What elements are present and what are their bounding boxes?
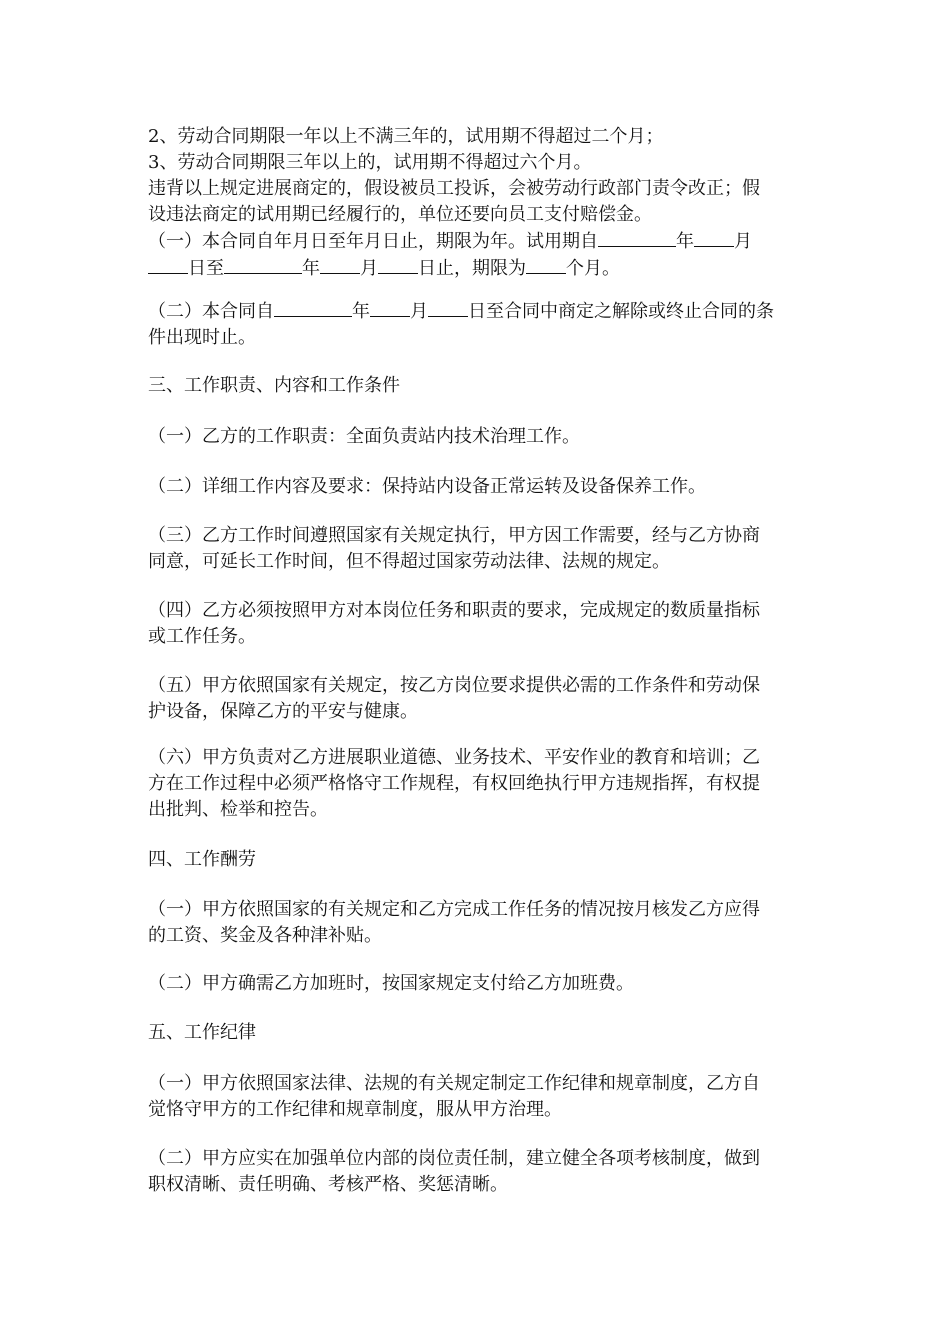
text-line: （二）详细工作内容及要求：保持站内设备正常运转及设备保养工作。 xyxy=(148,476,706,497)
text-fragment: 月 xyxy=(360,258,378,279)
clause-3-1 xyxy=(148,424,808,450)
clause-4-2 xyxy=(148,971,808,997)
text-fragment: （一）本合同自年月日至年月日止，期限为年。试用期自 xyxy=(148,231,598,252)
clause-5-1 xyxy=(148,1071,808,1123)
clause-3-4 xyxy=(148,598,808,650)
probation-rule-2 xyxy=(148,124,808,228)
text-line: 觉恪守甲方的工作纪律和规章制度，服从甲方治理。 xyxy=(148,1099,562,1120)
section-heading: 四、工作酬劳 xyxy=(148,849,256,870)
blank-line xyxy=(274,298,352,317)
clause-3-3 xyxy=(148,523,808,575)
text-line: 方在工作过程中必须严格恪守工作规程，有权回绝执行甲方违规指挥，有权提 xyxy=(148,773,760,794)
text-line: 违背以上规定进展商定的，假设被员工投诉，会被劳动行政部门责令改正；假 xyxy=(148,178,760,199)
blank-line xyxy=(370,298,410,317)
text-line: （二）甲方应实在加强单位内部的岗位责任制，建立健全各项考核制度，做到 xyxy=(148,1148,760,1169)
clause-4-1 xyxy=(148,897,808,949)
text-line: 设违法商定的试用期已经履行的，单位还要向员工支付赔偿金。 xyxy=(148,204,652,225)
section-heading: 三、工作职责、内容和工作条件 xyxy=(148,375,400,396)
blank-line xyxy=(428,298,468,317)
text-fragment: 日至 xyxy=(188,258,224,279)
text-line: 件出现时止。 xyxy=(148,327,256,348)
text-line: （一）甲方依照国家法律、法规的有关规定制定工作纪律和规章制度，乙方自 xyxy=(148,1073,760,1094)
text-line: （六）甲方负责对乙方进展职业道德、业务技术、平安作业的教育和培训；乙 xyxy=(148,747,760,768)
text-line: 2、劳动合同期限一年以上不满三年的，试用期不得超过二个月； xyxy=(148,126,664,147)
text-line xyxy=(148,255,808,282)
clause-3-6 xyxy=(148,745,808,823)
term-clause-2 xyxy=(148,298,808,351)
text-fragment: 年 xyxy=(676,231,694,252)
text-line: 的工资、奖金及各种津补贴。 xyxy=(148,925,382,946)
text-line: 或工作任务。 xyxy=(148,626,256,647)
section-4-heading xyxy=(148,847,808,873)
text-line: （二）甲方确需乙方加班时，按国家规定支付给乙方加班费。 xyxy=(148,973,634,994)
section-3-heading xyxy=(148,373,808,399)
text-fragment: 日止，期限为 xyxy=(418,258,526,279)
blank-line xyxy=(526,255,566,274)
section-5-heading xyxy=(148,1020,808,1046)
blank-line xyxy=(378,255,418,274)
text-line xyxy=(148,298,808,325)
clause-3-2 xyxy=(148,474,808,500)
text-fragment: 个月。 xyxy=(566,258,620,279)
text-line xyxy=(148,228,808,255)
blank-line xyxy=(694,228,734,247)
blank-line xyxy=(224,255,302,274)
text-line: （三）乙方工作时间遵照国家有关规定执行，甲方因工作需要，经与乙方协商 xyxy=(148,525,760,546)
text-fragment: 年 xyxy=(352,301,370,322)
section-heading: 五、工作纪律 xyxy=(148,1022,256,1043)
text-line: （一）乙方的工作职责：全面负责站内技术治理工作。 xyxy=(148,426,580,447)
text-line: （四）乙方必须按照甲方对本岗位任务和职责的要求，完成规定的数质量指标 xyxy=(148,600,760,621)
clause-5-2 xyxy=(148,1146,808,1198)
text-line: （一）甲方依照国家的有关规定和乙方完成工作任务的情况按月核发乙方应得 xyxy=(148,899,760,920)
text-fragment: 月 xyxy=(410,301,428,322)
text-line: 护设备，保障乙方的平安与健康。 xyxy=(148,701,418,722)
text-line: （五）甲方依照国家有关规定，按乙方岗位要求提供必需的工作条件和劳动保 xyxy=(148,675,760,696)
text-line: 职权清晰、责任明确、考核严格、奖惩清晰。 xyxy=(148,1174,508,1195)
text-fragment: 日至合同中商定之解除或终止合同的条 xyxy=(468,301,774,322)
text-line: 同意，可延长工作时间，但不得超过国家劳动法律、法规的规定。 xyxy=(148,551,670,572)
clause-3-5 xyxy=(148,673,808,725)
text-line: 出批判、检举和控告。 xyxy=(148,799,328,820)
text-fragment: 月 xyxy=(734,231,752,252)
text-line: 3、劳动合同期限三年以上的，试用期不得超过六个月。 xyxy=(148,152,592,173)
text-fragment: （二）本合同自 xyxy=(148,301,274,322)
text-fragment: 年 xyxy=(302,258,320,279)
blank-line xyxy=(148,255,188,274)
blank-line xyxy=(598,228,676,247)
term-clause-1 xyxy=(148,228,808,282)
blank-line xyxy=(320,255,360,274)
